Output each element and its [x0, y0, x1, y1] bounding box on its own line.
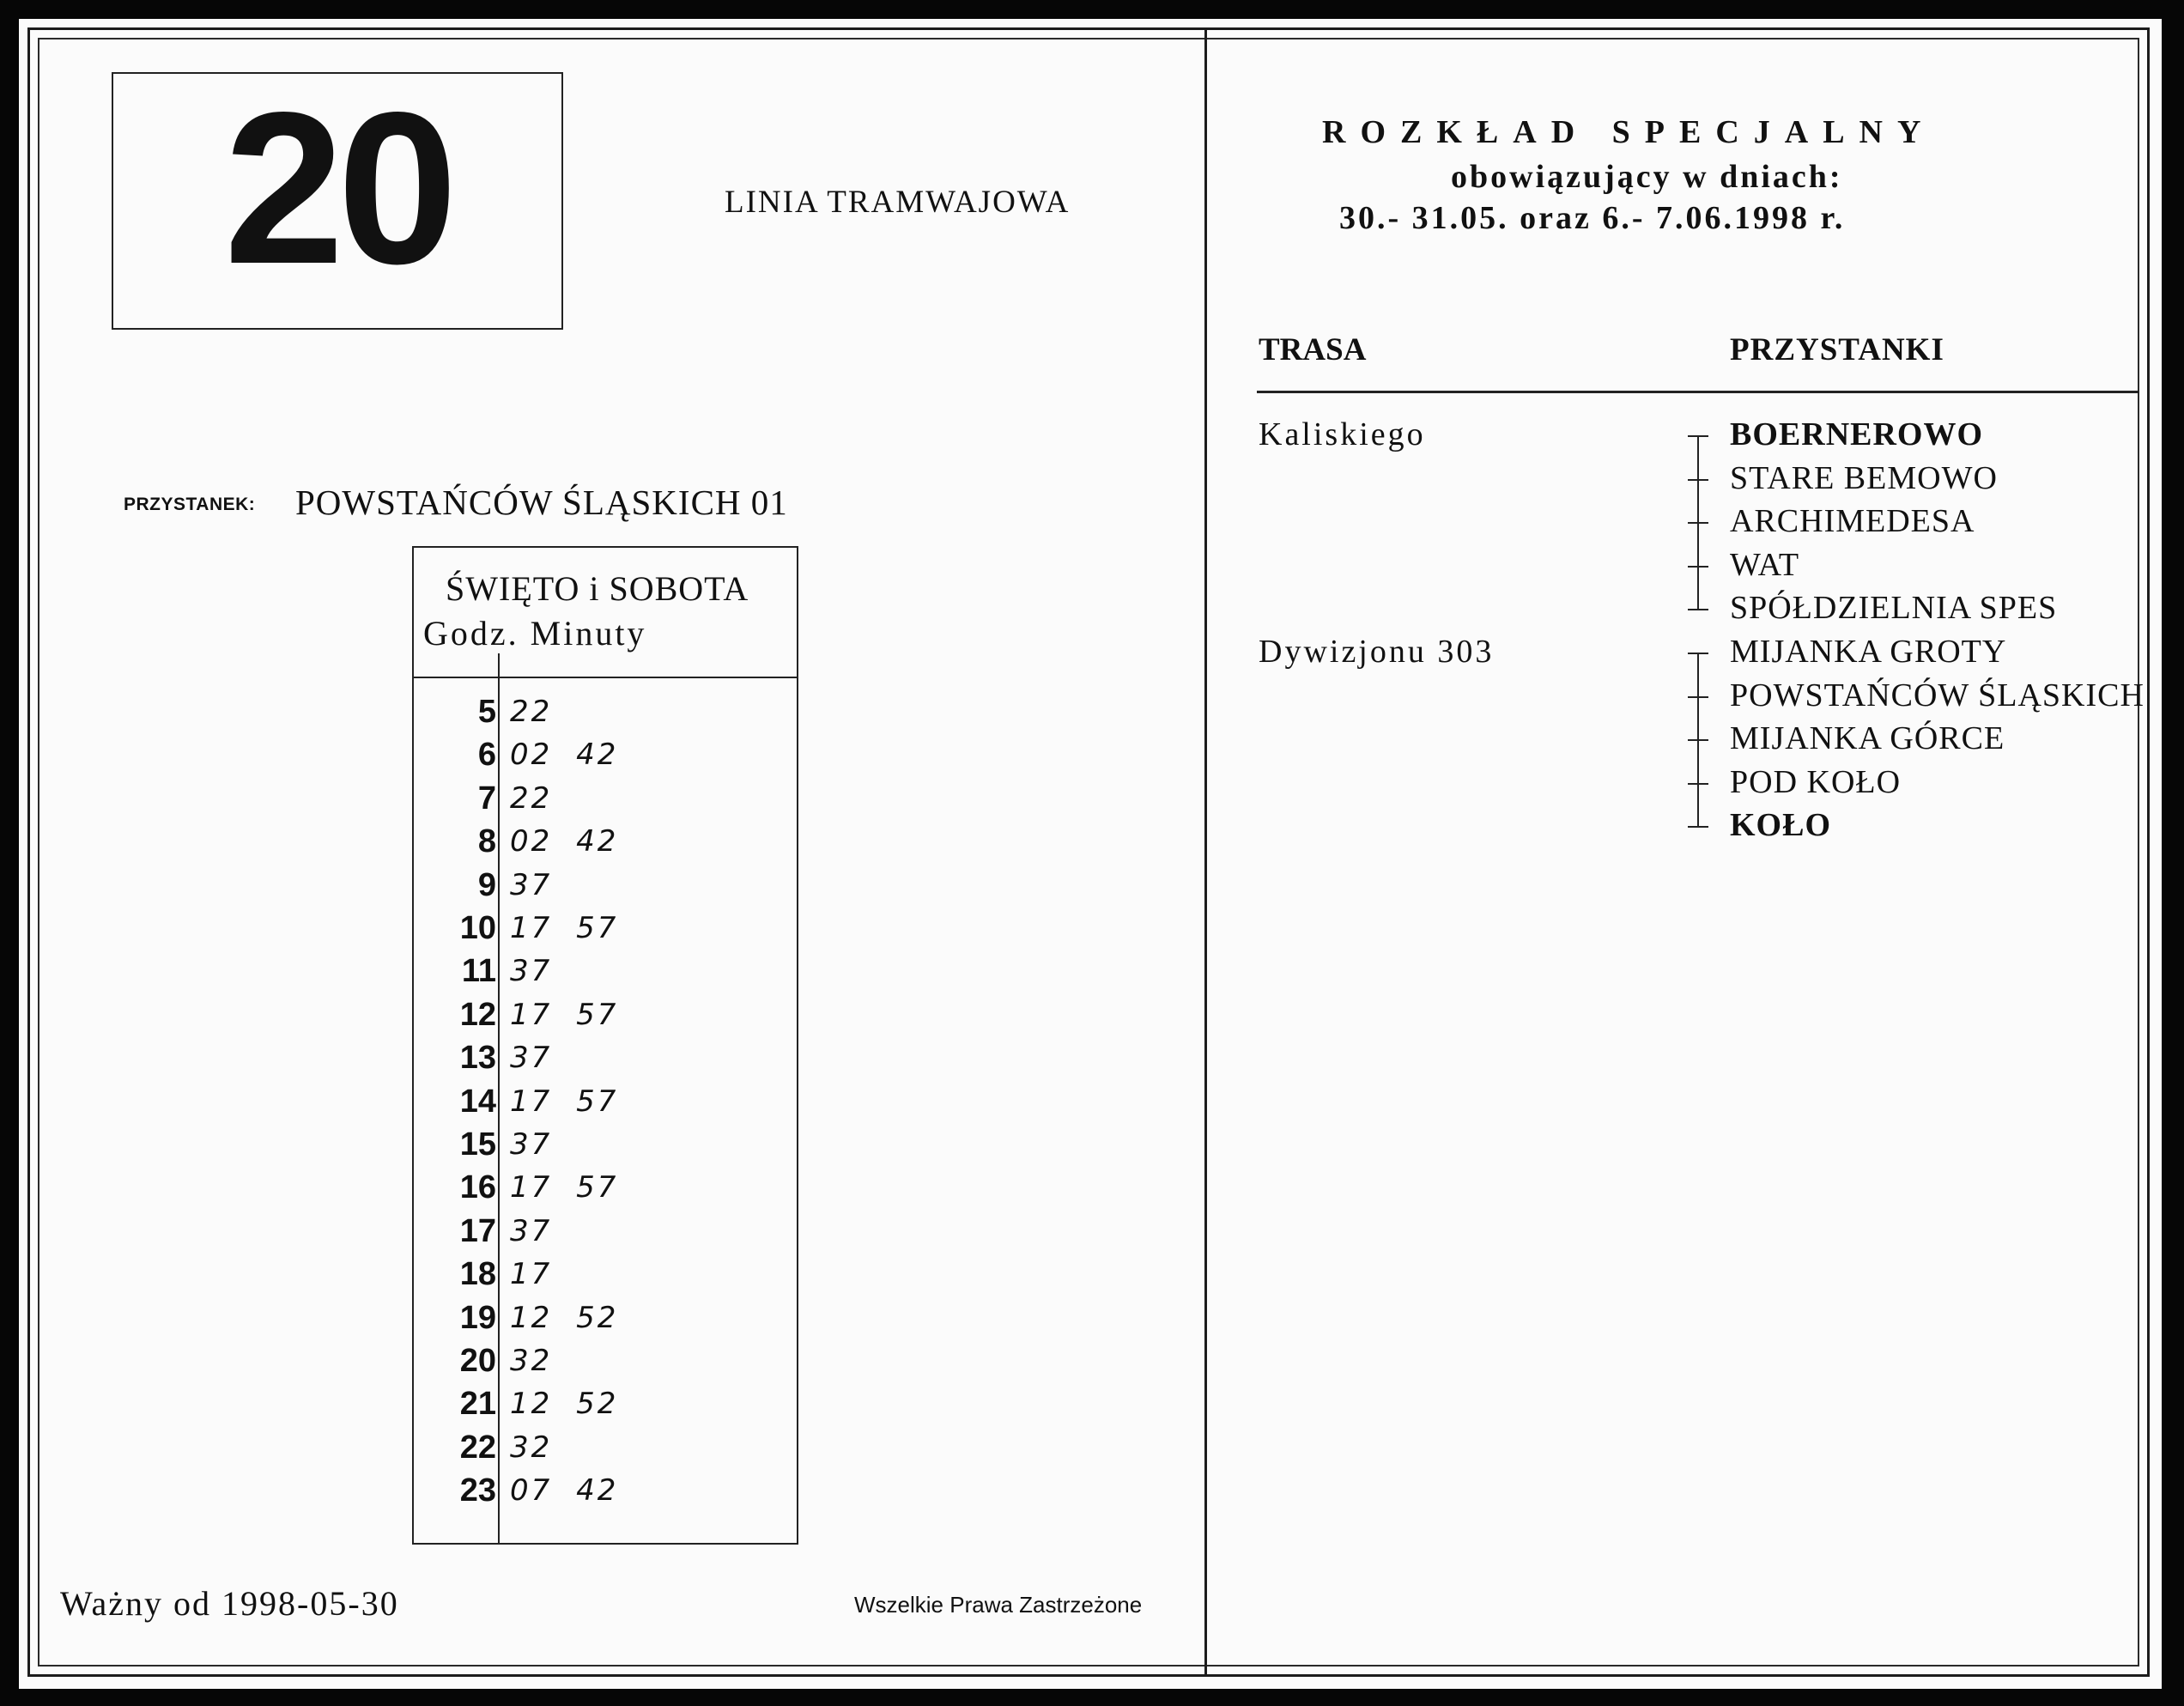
stop-tick [1688, 609, 1708, 610]
timetable-header [414, 548, 797, 678]
departure-minutes: 37 [510, 1041, 553, 1076]
timetable-row [414, 1469, 797, 1512]
route-street: Dywizjonu 303 [1259, 634, 1495, 670]
stop-tick [1688, 826, 1708, 828]
line-type: LINIA TRAMWAJOWA [725, 185, 1071, 220]
valid-from: Ważny od 1998-05-30 [60, 1584, 399, 1623]
departure-hour: 9 [477, 866, 496, 903]
panel-divider [1204, 27, 1207, 1677]
departure-hour: 22 [459, 1429, 496, 1466]
route-stop: KOŁO [1730, 807, 1832, 844]
departure-minutes: 37 [510, 1127, 553, 1162]
route-stop: STARE BEMOWO [1730, 459, 1998, 496]
timetable-row [414, 1382, 797, 1425]
timetable-row [414, 1080, 797, 1123]
timetable-row [414, 950, 797, 993]
departure-hour: 16 [459, 1169, 496, 1206]
departure-minutes: 37 [510, 954, 553, 989]
stop-tick [1688, 653, 1708, 654]
departure-hour: 15 [459, 1126, 496, 1163]
schedule-subtitle: obowiązujący w dniach: [1451, 159, 1843, 195]
departure-minutes: 02 42 [510, 738, 619, 773]
timetable-row [414, 1210, 797, 1253]
departure-minutes: 22 [510, 695, 553, 729]
route-stop: BOERNEROWO [1730, 416, 1984, 452]
timetable-row [414, 907, 797, 950]
departure-minutes: 17 [510, 1257, 553, 1292]
route-column-header: TRASA [1259, 332, 1367, 367]
departure-hour: 14 [459, 1083, 496, 1120]
departure-hour: 13 [459, 1040, 496, 1077]
timetable-row [414, 1253, 797, 1296]
departure-hour: 20 [459, 1343, 496, 1379]
departure-minutes: 37 [510, 867, 553, 902]
timetable-row [414, 1426, 797, 1469]
stop-tick [1688, 479, 1708, 481]
route-bracket [1688, 436, 1708, 610]
copyright-notice: Wszelkie Prawa Zastrzeżone [854, 1592, 1143, 1618]
departure-hour: 10 [459, 910, 496, 946]
departure-hour: 7 [477, 780, 496, 817]
line-number: 20 [223, 68, 452, 309]
departure-hour: 18 [459, 1256, 496, 1293]
stop-tick [1688, 522, 1708, 524]
departure-minutes: 02 42 [510, 824, 619, 859]
departure-hour: 8 [477, 823, 496, 860]
departure-minutes: 12 52 [510, 1387, 619, 1422]
stops-column-header: PRZYSTANKI [1730, 332, 1944, 367]
route-stop: POWSTAŃCÓW ŚLĄSKICH [1730, 677, 2145, 713]
line-number-box [112, 68, 563, 330]
route-stop: MIJANKA GROTY [1730, 634, 2007, 670]
stop-name: POWSTAŃCÓW ŚLĄSKICH 01 [295, 483, 788, 522]
timetable-row [414, 777, 797, 820]
timetable-day-type: ŚWIĘTO i SOBOTA [446, 569, 749, 608]
departure-minutes: 12 52 [510, 1300, 619, 1335]
timetable-row [414, 1036, 797, 1079]
departure-minutes: 07 42 [510, 1473, 619, 1509]
timetable-column-labels: Godz. Minuty [423, 614, 647, 653]
header-rule [1257, 391, 2139, 393]
route-stop: SPÓŁDZIELNIA SPES [1730, 590, 2058, 627]
timetable-row [414, 1166, 797, 1209]
stop-tick [1688, 783, 1708, 785]
route-stop: WAT [1730, 546, 1800, 583]
timetable-row [414, 1123, 797, 1166]
departure-minutes: 17 57 [510, 1170, 619, 1205]
departure-minutes: 17 57 [510, 1084, 619, 1119]
departure-hour: 6 [477, 737, 496, 774]
departure-hour: 17 [459, 1212, 496, 1249]
stop-label: PRZYSTANEK: [124, 495, 256, 514]
timetable-row [414, 864, 797, 907]
departure-minutes: 37 [510, 1213, 553, 1248]
departure-minutes: 32 [510, 1430, 553, 1465]
route-street: Kaliskiego [1259, 416, 1426, 452]
departure-hour: 21 [459, 1386, 496, 1423]
departure-hour: 23 [459, 1472, 496, 1509]
route-bracket [1688, 653, 1708, 827]
timetable-row [414, 1339, 797, 1382]
route-stop: ARCHIMEDESA [1730, 503, 1975, 540]
departure-minutes: 22 [510, 780, 553, 816]
stop-tick [1688, 739, 1708, 741]
departure-hour: 11 [461, 953, 496, 990]
timetable-sheet [19, 19, 2162, 1689]
departure-hour: 5 [477, 694, 496, 730]
departure-hour: 19 [459, 1299, 496, 1336]
departure-minutes: 17 57 [510, 997, 619, 1032]
stop-tick [1688, 696, 1708, 698]
timetable-row [414, 733, 797, 776]
timetable-row [414, 1296, 797, 1339]
timetable-row [414, 820, 797, 863]
departure-minutes: 32 [510, 1344, 553, 1378]
route-stop: POD KOŁO [1730, 763, 1902, 800]
timetable-row [414, 690, 797, 733]
departure-minutes: 17 57 [510, 911, 619, 945]
departure-timetable [412, 546, 798, 1545]
schedule-title: ROZKŁAD SPECJALNY [1322, 114, 1936, 150]
route-stop: MIJANKA GÓRCE [1730, 720, 2005, 757]
schedule-dates: 30.- 31.05. oraz 6.- 7.06.1998 r. [1339, 200, 1846, 236]
stop-tick [1688, 566, 1708, 568]
departure-hour: 12 [459, 996, 496, 1033]
stop-tick [1688, 435, 1708, 437]
timetable-row [414, 993, 797, 1036]
